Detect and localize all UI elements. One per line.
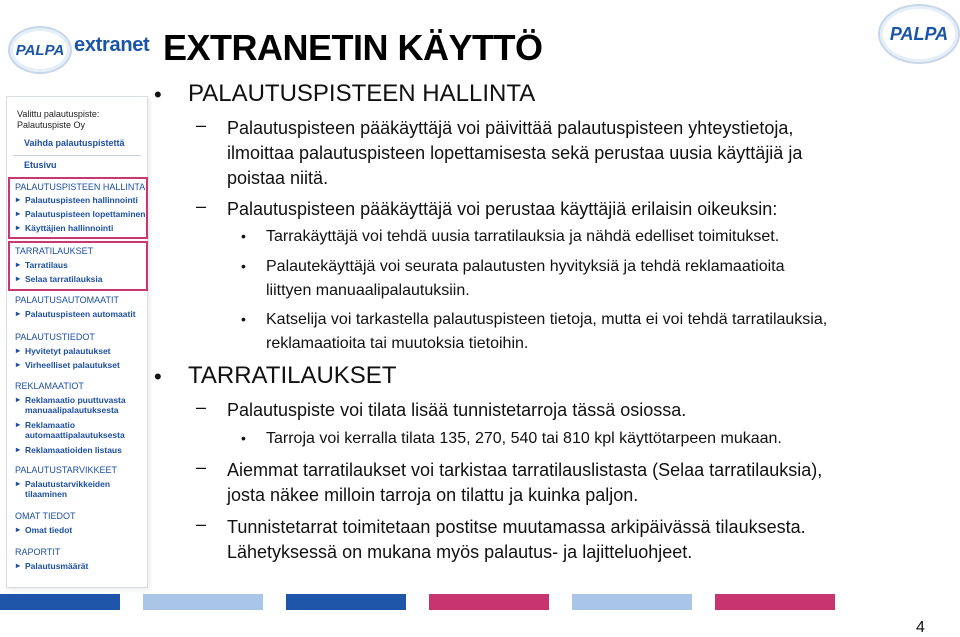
sub-bullet-marker: • xyxy=(241,311,246,327)
sidebar-item-hallinnointi[interactable]: ▸ Palautuspisteen hallinnointi xyxy=(25,195,138,205)
bullet-marker: • xyxy=(154,364,162,389)
dash-marker: – xyxy=(196,196,207,216)
sidebar-heading-automaatit: PALAUTUSAUTOMAATIT xyxy=(15,295,120,305)
s2-point3-line2: Lähetyksessä on mukana myös palautus- ja lajitteluohjeet. xyxy=(227,542,693,562)
sub-bullet-marker: • xyxy=(241,258,246,274)
dash-marker: – xyxy=(196,397,207,417)
sidebar-item-virheelliset[interactable]: ▸ Virheelliset palautukset xyxy=(25,360,120,370)
s1-sub3-line1: Katselija voi tarkastella palautuspisteen tietoja, mutta ei voi tehdä tarratilauksia, xyxy=(266,311,828,328)
s2-point2-line2: josta näkee milloin tarroja on tilattu ja kuinka paljon. xyxy=(227,485,639,505)
s1-point2: Palautuspisteen pääkäyttäjä voi perustaa käyttäjiä erilaisin oikeuksin: xyxy=(227,199,778,219)
s1-sub2-line1: Palautekäyttäjä voi seurata palautusten hyvityksiä ja tehdä reklamaatioita xyxy=(266,258,785,275)
sub-bullet-marker: • xyxy=(241,228,246,244)
s2-point1: Palautuspiste voi tilata lisää tunnistetarroja tässä osiossa. xyxy=(227,400,687,420)
footer-bar-1 xyxy=(0,594,120,610)
sidebar-heading-reklamaatiot: REKLAMAATIOT xyxy=(15,381,84,391)
footer-bar-4 xyxy=(429,594,549,610)
sidebar-heading-hallinta: PALAUTUSPISTEEN HALLINTA xyxy=(15,182,146,192)
sidebar-item-automaatit[interactable]: ▸ Palautuspisteen automaatit xyxy=(25,309,136,319)
s2-point3-line1: Tunnistetarrat toimitetaan postitse muutamassa arkipäivässä tilauksesta. xyxy=(227,517,806,537)
sidebar-item-reklamaatio-automaatti[interactable]: ▸ Reklamaatio automaattipalautuksesta xyxy=(25,420,135,440)
page-number: 4 xyxy=(916,619,925,636)
extranet-logo-text: extranet xyxy=(74,34,150,56)
footer-bar-6 xyxy=(715,594,835,610)
sidebar-heading-palautustiedot: PALAUTUSTIEDOT xyxy=(15,332,95,342)
dash-marker: – xyxy=(196,115,207,135)
sidebar-item-omat[interactable]: ▸ Omat tiedot xyxy=(25,525,72,535)
page-title: EXTRANETIN KÄYTTÖ xyxy=(163,27,543,68)
s1-sub3-line2: reklamaatioita tai muutoksia tietoihin. xyxy=(266,335,529,352)
s1-point1-line2: ilmoittaa palautuspisteen lopettamisesta sekä perustaa uusia käyttäjiä ja xyxy=(227,143,803,163)
section-heading-hallinta: PALAUTUSPISTEEN HALLINTA xyxy=(188,80,536,107)
selected-point-name: Palautuspiste Oy xyxy=(17,120,86,130)
sidebar-item-hyvitetyt[interactable]: ▸ Hyvitetyt palautukset xyxy=(25,346,111,356)
sidebar-item-lopettaminen[interactable]: ▸ Palautuspisteen lopettaminen xyxy=(25,209,145,219)
sidebar-heading-tarvikkeet: PALAUTUSTARVIKKEET xyxy=(15,465,118,475)
footer-bar-3 xyxy=(286,594,406,610)
sidebar-heading-raportit: RAPORTIT xyxy=(15,547,61,557)
sidebar-item-selaa[interactable]: ▸ Selaa tarratilauksia xyxy=(25,274,103,284)
footer-bar-2 xyxy=(143,594,263,610)
sidebar-item-tarvikkeet[interactable]: ▸ Palautustarvikkeiden tilaaminen xyxy=(25,479,125,499)
s2-sub1: Tarroja voi kerralla tilata 135, 270, 540 tai 810 kpl käyttötarpeen mukaan. xyxy=(266,430,782,447)
palpa-logo-text-right: PALPA xyxy=(889,23,949,44)
selected-point-label: Valittu palautuspiste: xyxy=(17,109,100,119)
s1-sub2-line2: liittyen manuaalipalautuksiin. xyxy=(266,282,470,299)
bullet-marker: • xyxy=(154,82,162,107)
sidebar-item-tarratilaus[interactable]: ▸ Tarratilaus xyxy=(25,260,68,270)
section-heading-tarratilaukset: TARRATILAUKSET xyxy=(188,362,397,389)
s1-sub1: Tarrakäyttäjä voi tehdä uusia tarratilauksia ja nähdä edelliset toimitukset. xyxy=(266,228,780,245)
sidebar-item-palautusmaarat[interactable]: ▸ Palautusmäärät xyxy=(25,561,88,571)
home-link[interactable]: Etusivu xyxy=(24,160,57,170)
s1-point1-line3: poistaa niitä. xyxy=(227,168,329,188)
sub-bullet-marker: • xyxy=(241,430,246,446)
sidebar-item-kayttajat[interactable]: ▸ Käyttäjien hallinnointi xyxy=(25,223,113,233)
dash-marker: – xyxy=(196,457,207,477)
change-point-link[interactable]: Vaihda palautuspistettä xyxy=(24,138,125,148)
s2-point2-line1: Aiemmat tarratilaukset voi tarkistaa tarratilauslistasta (Selaa tarratilauksia), xyxy=(227,460,823,480)
dash-marker: – xyxy=(196,514,207,534)
sidebar-item-reklamaatio-listaus[interactable]: ▸ Reklamaatioiden listaus xyxy=(25,445,122,455)
footer-bar-5 xyxy=(572,594,692,610)
palpa-logo-text: PALPA xyxy=(15,41,65,59)
sidebar-heading-omat: OMAT TIEDOT xyxy=(15,511,76,521)
s1-point1-line1: Palautuspisteen pääkäyttäjä voi päivittää palautuspisteen yhteystietoja, xyxy=(227,118,794,138)
sidebar-item-reklamaatio-manuaali[interactable]: ▸ Reklamaatio puuttuvasta manuaalipalautuksesta xyxy=(25,395,135,415)
sidebar-heading-tarratilaukset: TARRATILAUKSET xyxy=(15,246,94,256)
